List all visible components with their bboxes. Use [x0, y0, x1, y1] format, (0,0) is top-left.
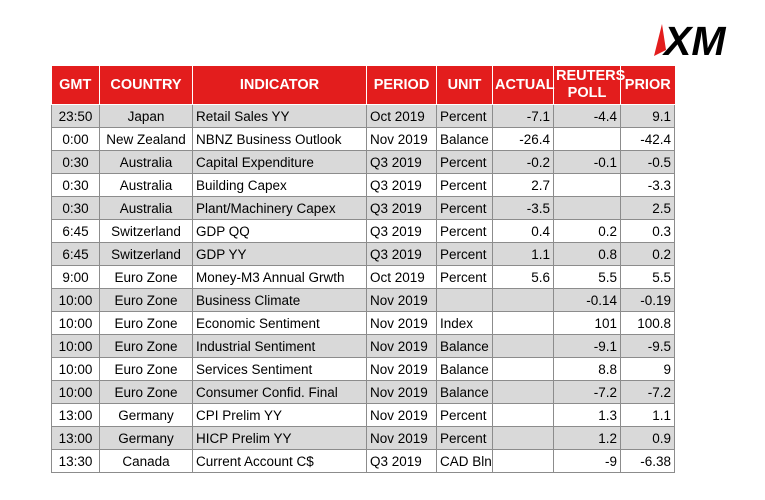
cell-period: Q3 2019: [367, 151, 437, 174]
cell-indicator: Money-M3 Annual Grwth: [193, 266, 367, 289]
cell-period: Nov 2019: [367, 128, 437, 151]
cell-actual: [493, 289, 554, 312]
cell-unit: Percent: [437, 427, 493, 450]
header-actual: ACTUAL: [493, 66, 554, 105]
cell-prior: -0.19: [621, 289, 675, 312]
table-row: [52, 427, 675, 450]
table-row: [52, 450, 675, 473]
cell-period: Q3 2019: [367, 450, 437, 473]
cell-prior: 0.3: [621, 220, 675, 243]
cell-reuters-poll: 1.3: [554, 404, 621, 427]
cell-prior: 9.1: [621, 105, 675, 128]
cell-gmt: 13:30: [52, 450, 100, 473]
cell-period: Oct 2019: [367, 105, 437, 128]
cell-unit: Balance: [437, 128, 493, 151]
cell-unit: Balance: [437, 381, 493, 404]
cell-unit: CAD Bln: [437, 450, 493, 473]
cell-period: Nov 2019: [367, 335, 437, 358]
cell-unit: Percent: [437, 174, 493, 197]
table-row: [52, 174, 675, 197]
header-row: [52, 66, 675, 105]
cell-gmt: 0:00: [52, 128, 100, 151]
cell-prior: 0.9: [621, 427, 675, 450]
cell-actual: [493, 381, 554, 404]
cell-period: Nov 2019: [367, 289, 437, 312]
cell-reuters-poll: 1.2: [554, 427, 621, 450]
table-row: [52, 128, 675, 151]
cell-reuters-poll: 8.8: [554, 358, 621, 381]
cell-actual: 2.7: [493, 174, 554, 197]
cell-period: Nov 2019: [367, 404, 437, 427]
cell-actual: [493, 335, 554, 358]
cell-country: Switzerland: [100, 220, 193, 243]
cell-gmt: 23:50: [52, 105, 100, 128]
economic-calendar-table: [51, 66, 675, 473]
cell-country: Switzerland: [100, 243, 193, 266]
cell-prior: -0.5: [621, 151, 675, 174]
cell-country: Canada: [100, 450, 193, 473]
cell-prior: -3.3: [621, 174, 675, 197]
cell-country: Euro Zone: [100, 358, 193, 381]
header-gmt: GMT: [52, 66, 100, 105]
cell-actual: 0.4: [493, 220, 554, 243]
cell-indicator: Plant/Machinery Capex: [193, 197, 367, 220]
cell-unit: Percent: [437, 197, 493, 220]
table-row: [52, 151, 675, 174]
cell-reuters-poll: -9.1: [554, 335, 621, 358]
cell-actual: 5.6: [493, 266, 554, 289]
cell-period: Oct 2019: [367, 266, 437, 289]
cell-gmt: 0:30: [52, 197, 100, 220]
cell-unit: Percent: [437, 243, 493, 266]
cell-reuters-poll: -0.1: [554, 151, 621, 174]
cell-gmt: 0:30: [52, 174, 100, 197]
cell-country: Australia: [100, 174, 193, 197]
cell-country: Euro Zone: [100, 381, 193, 404]
header-prior: PRIOR: [621, 66, 675, 105]
cell-country: New Zealand: [100, 128, 193, 151]
cell-unit: Percent: [437, 266, 493, 289]
table-row: [52, 243, 675, 266]
table-row: [52, 266, 675, 289]
cell-actual: [493, 312, 554, 335]
logo-text: XM: [664, 20, 726, 60]
cell-prior: -9.5: [621, 335, 675, 358]
table-row: [52, 312, 675, 335]
cell-reuters-poll: [554, 197, 621, 220]
cell-reuters-poll: [554, 174, 621, 197]
cell-unit: Index: [437, 312, 493, 335]
header-unit: UNIT: [437, 66, 493, 105]
table-row: [52, 335, 675, 358]
cell-indicator: NBNZ Business Outlook: [193, 128, 367, 151]
cell-country: Australia: [100, 151, 193, 174]
cell-prior: 2.5: [621, 197, 675, 220]
cell-actual: -26.4: [493, 128, 554, 151]
cell-prior: -7.2: [621, 381, 675, 404]
table-row: [52, 404, 675, 427]
cell-prior: 5.5: [621, 266, 675, 289]
cell-gmt: 10:00: [52, 381, 100, 404]
cell-indicator: Services Sentiment: [193, 358, 367, 381]
cell-country: Euro Zone: [100, 335, 193, 358]
cell-indicator: Consumer Confid. Final: [193, 381, 367, 404]
table-row: [52, 220, 675, 243]
cell-period: Nov 2019: [367, 312, 437, 335]
cell-prior: 1.1: [621, 404, 675, 427]
cell-prior: 0.2: [621, 243, 675, 266]
cell-reuters-poll: 101: [554, 312, 621, 335]
cell-reuters-poll: -9: [554, 450, 621, 473]
cell-indicator: GDP YY: [193, 243, 367, 266]
cell-gmt: 10:00: [52, 312, 100, 335]
cell-indicator: Current Account C$: [193, 450, 367, 473]
cell-indicator: Economic Sentiment: [193, 312, 367, 335]
cell-unit: Percent: [437, 220, 493, 243]
table-row: [52, 381, 675, 404]
table-row: [52, 289, 675, 312]
cell-gmt: 10:00: [52, 289, 100, 312]
cell-gmt: 13:00: [52, 427, 100, 450]
cell-indicator: HICP Prelim YY: [193, 427, 367, 450]
cell-unit: Balance: [437, 335, 493, 358]
cell-period: Q3 2019: [367, 174, 437, 197]
cell-country: Euro Zone: [100, 266, 193, 289]
table-row: [52, 105, 675, 128]
cell-indicator: CPI Prelim YY: [193, 404, 367, 427]
cell-reuters-poll: 0.8: [554, 243, 621, 266]
cell-unit: [437, 289, 493, 312]
header-country: COUNTRY: [100, 66, 193, 105]
cell-actual: [493, 358, 554, 381]
cell-gmt: 9:00: [52, 266, 100, 289]
cell-period: Nov 2019: [367, 358, 437, 381]
cell-period: Q3 2019: [367, 197, 437, 220]
cell-actual: [493, 404, 554, 427]
cell-gmt: 10:00: [52, 358, 100, 381]
cell-actual: -7.1: [493, 105, 554, 128]
cell-prior: -42.4: [621, 128, 675, 151]
table-body: [52, 105, 675, 473]
cell-unit: Percent: [437, 151, 493, 174]
cell-prior: -6.38: [621, 450, 675, 473]
cell-gmt: 10:00: [52, 335, 100, 358]
cell-reuters-poll: -7.2: [554, 381, 621, 404]
cell-reuters-poll: [554, 128, 621, 151]
cell-indicator: Capital Expenditure: [193, 151, 367, 174]
cell-gmt: 0:30: [52, 151, 100, 174]
cell-actual: [493, 427, 554, 450]
table-row: [52, 197, 675, 220]
cell-country: Japan: [100, 105, 193, 128]
cell-indicator: Retail Sales YY: [193, 105, 367, 128]
cell-unit: Percent: [437, 404, 493, 427]
cell-indicator: Building Capex: [193, 174, 367, 197]
cell-actual: 1.1: [493, 243, 554, 266]
cell-country: Germany: [100, 404, 193, 427]
table-row: [52, 358, 675, 381]
cell-indicator: GDP QQ: [193, 220, 367, 243]
cell-unit: Balance: [437, 358, 493, 381]
cell-country: Euro Zone: [100, 312, 193, 335]
header-period: PERIOD: [367, 66, 437, 105]
cell-gmt: 6:45: [52, 220, 100, 243]
cell-period: Q3 2019: [367, 243, 437, 266]
cell-indicator: Business Climate: [193, 289, 367, 312]
cell-indicator: Industrial Sentiment: [193, 335, 367, 358]
cell-actual: -0.2: [493, 151, 554, 174]
cell-country: Germany: [100, 427, 193, 450]
header-reuters-poll: REUTERS POLL: [554, 66, 621, 105]
xm-logo: [652, 20, 756, 60]
cell-reuters-poll: 0.2: [554, 220, 621, 243]
cell-period: Q3 2019: [367, 220, 437, 243]
cell-actual: [493, 450, 554, 473]
cell-unit: Percent: [437, 105, 493, 128]
cell-reuters-poll: -4.4: [554, 105, 621, 128]
cell-country: Euro Zone: [100, 289, 193, 312]
cell-gmt: 6:45: [52, 243, 100, 266]
header-indicator: INDICATOR: [193, 66, 367, 105]
cell-period: Nov 2019: [367, 427, 437, 450]
cell-period: Nov 2019: [367, 381, 437, 404]
cell-actual: -3.5: [493, 197, 554, 220]
cell-reuters-poll: -0.14: [554, 289, 621, 312]
cell-reuters-poll: 5.5: [554, 266, 621, 289]
cell-gmt: 13:00: [52, 404, 100, 427]
cell-prior: 100.8: [621, 312, 675, 335]
cell-country: Australia: [100, 197, 193, 220]
cell-prior: 9: [621, 358, 675, 381]
